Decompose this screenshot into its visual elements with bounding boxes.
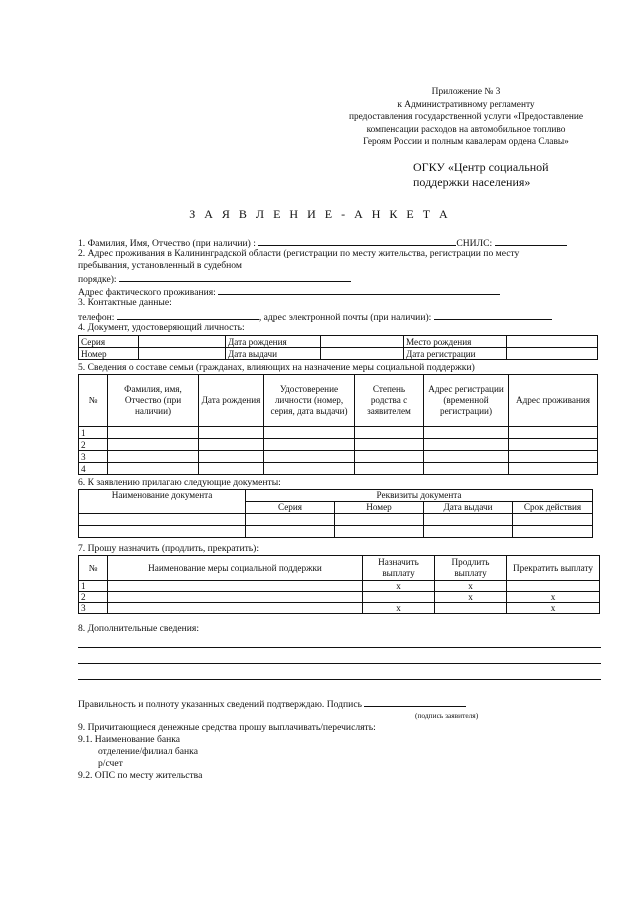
documents-header-number: Номер bbox=[335, 502, 424, 514]
table-cell[interactable] bbox=[355, 463, 424, 475]
table-cell[interactable] bbox=[108, 581, 363, 592]
field-address-label-3: порядке): bbox=[78, 274, 117, 285]
contacts-label: 3. Контактные данные: bbox=[78, 297, 172, 308]
table-cell[interactable] bbox=[509, 463, 598, 475]
table-cell[interactable] bbox=[108, 592, 363, 603]
id-registration-date-input[interactable] bbox=[507, 348, 598, 360]
table-cell[interactable] bbox=[424, 451, 509, 463]
table-cell[interactable] bbox=[264, 451, 355, 463]
measures-header-extend: Продлить выплату bbox=[435, 556, 507, 581]
row-number: 2 bbox=[79, 439, 108, 451]
field-actual-address-label: Адрес фактического проживания: bbox=[78, 287, 216, 298]
family-header-residence: Адрес проживания bbox=[509, 375, 598, 427]
family-header-birthdate: Дата рождения bbox=[199, 375, 264, 427]
table-cell[interactable] bbox=[199, 427, 264, 439]
stop-mark[interactable] bbox=[507, 581, 600, 592]
table-cell[interactable] bbox=[355, 427, 424, 439]
family-header-number: № bbox=[79, 375, 108, 427]
extra-info-label: 8. Дополнительные сведения: bbox=[78, 623, 199, 634]
family-header-relation: Степень родства с заявителем bbox=[355, 375, 424, 427]
organization-line: ОГКУ «Центр социальной bbox=[413, 160, 549, 174]
table-cell[interactable] bbox=[79, 526, 246, 538]
email-label: , адрес электронной почты (при наличии): bbox=[258, 312, 432, 323]
table-cell[interactable] bbox=[424, 439, 509, 451]
table-cell[interactable] bbox=[264, 427, 355, 439]
table-cell[interactable] bbox=[246, 526, 335, 538]
table-cell[interactable] bbox=[108, 451, 199, 463]
table-row bbox=[79, 451, 598, 463]
confirmation-text: Правильность и полноту указанных сведений подтверждаю. Подпись bbox=[78, 699, 362, 710]
family-header-name: Фамилия, имя, Отчество (при наличии) bbox=[108, 375, 199, 427]
id-number-input[interactable] bbox=[139, 348, 226, 360]
family-header-id: Удостоверение личности (номер, серия, дата выдачи) bbox=[264, 375, 355, 427]
table-cell[interactable] bbox=[424, 526, 513, 538]
bank-name-label: 9.1. Наименование банка bbox=[78, 734, 181, 745]
table-cell[interactable] bbox=[335, 526, 424, 538]
assign-mark[interactable]: х bbox=[363, 581, 435, 592]
bank-account-label: р/счет bbox=[98, 758, 123, 769]
table-cell[interactable] bbox=[335, 514, 424, 526]
bank-branch-label: отделение/филиал банка bbox=[98, 746, 198, 757]
table-row bbox=[79, 514, 593, 526]
id-birthplace-label: Место рождения bbox=[404, 336, 507, 348]
measures-label: 7. Прошу назначить (продлить, прекратить): bbox=[78, 543, 260, 554]
extend-mark[interactable] bbox=[435, 603, 507, 614]
table-cell[interactable] bbox=[509, 439, 598, 451]
confirmation-row bbox=[78, 697, 466, 710]
organization-name bbox=[413, 160, 549, 190]
email-input[interactable] bbox=[434, 310, 552, 320]
id-document-table bbox=[78, 335, 598, 360]
extra-info-line[interactable] bbox=[78, 647, 601, 648]
appendix-line: к Административному регламенту bbox=[397, 99, 535, 110]
measures-header-assign: Назначить выплату bbox=[363, 556, 435, 581]
field-address-row bbox=[78, 272, 351, 285]
appendix-line: Героям России и полным кавалерам ордена Славы» bbox=[363, 137, 569, 147]
table-row bbox=[79, 592, 600, 603]
documents-header-requisites: Реквизиты документа bbox=[246, 490, 593, 502]
documents-header-name: Наименование документа bbox=[79, 490, 246, 514]
table-cell[interactable] bbox=[264, 439, 355, 451]
table-cell[interactable] bbox=[513, 526, 593, 538]
table-cell[interactable] bbox=[424, 463, 509, 475]
family-header-registration: Адрес регистрации (временной регистрации) bbox=[424, 375, 509, 427]
appendix-line: Приложение № 3 bbox=[431, 87, 501, 97]
organization-line: поддержки населения» bbox=[413, 175, 531, 189]
table-row bbox=[79, 463, 598, 475]
id-number-label: Номер bbox=[79, 348, 139, 360]
table-cell[interactable] bbox=[199, 439, 264, 451]
extra-info-line[interactable] bbox=[78, 679, 601, 680]
id-issue-date-input[interactable] bbox=[321, 348, 404, 360]
extend-mark[interactable]: х bbox=[435, 592, 507, 603]
table-row bbox=[79, 427, 598, 439]
field-address-label: 2. Адрес проживания в Калининградской области (регистрации по месту жительства, регистрации по месту bbox=[78, 248, 520, 259]
measures-header-number: № bbox=[79, 556, 108, 581]
row-number: 1 bbox=[79, 427, 108, 439]
measures-header-name: Наименование меры социальной поддержки bbox=[108, 556, 363, 581]
documents-header-issue-date: Дата выдачи bbox=[424, 502, 513, 514]
phone-label: телефон: bbox=[78, 312, 115, 323]
table-cell[interactable] bbox=[424, 427, 509, 439]
field-actual-address-input[interactable] bbox=[218, 285, 500, 295]
documents-header-series: Серия bbox=[246, 502, 335, 514]
field-address-input[interactable] bbox=[119, 272, 351, 282]
table-cell[interactable] bbox=[509, 427, 598, 439]
field-fio-input[interactable] bbox=[258, 236, 456, 246]
documents-header-expiry: Срок действия bbox=[513, 502, 593, 514]
row-number: 4 bbox=[79, 463, 108, 475]
document-title: З А Я В Л Е Н И Е - А Н К Е Т А bbox=[189, 207, 451, 221]
table-row bbox=[79, 526, 593, 538]
stop-mark[interactable]: х bbox=[507, 592, 600, 603]
field-snils-label: СНИЛС: bbox=[456, 238, 493, 249]
table-cell[interactable] bbox=[108, 463, 199, 475]
family-table bbox=[78, 374, 598, 475]
field-fio-label: 1. Фамилия, Имя, Отчество (при наличии) : bbox=[78, 238, 256, 249]
table-cell[interactable] bbox=[199, 463, 264, 475]
stop-mark[interactable]: х bbox=[507, 603, 600, 614]
measures-header-stop: Прекратить выплату bbox=[507, 556, 600, 581]
table-cell[interactable] bbox=[355, 451, 424, 463]
id-birthplace-input[interactable] bbox=[507, 336, 598, 348]
table-cell[interactable] bbox=[108, 439, 199, 451]
table-cell[interactable] bbox=[513, 514, 593, 526]
row-number: 1 bbox=[79, 581, 108, 592]
payment-label: 9. Причитающиеся денежные средства прошу выплачивать/перечислять: bbox=[78, 722, 376, 733]
table-row bbox=[79, 603, 600, 614]
table-cell[interactable] bbox=[424, 514, 513, 526]
documents-label: 6. К заявлению прилагаю следующие документы: bbox=[78, 477, 281, 488]
id-document-label: 4. Документ, удостоверяющий личность: bbox=[78, 322, 245, 333]
documents-table bbox=[78, 489, 593, 538]
table-row bbox=[79, 581, 600, 592]
extend-mark[interactable]: х bbox=[435, 581, 507, 592]
id-birthdate-label: Дата рождения bbox=[226, 336, 321, 348]
signature-caption: (подпись заявителя) bbox=[415, 711, 479, 720]
table-cell[interactable] bbox=[355, 439, 424, 451]
row-number: 3 bbox=[79, 603, 108, 614]
id-series-label: Серия bbox=[79, 336, 139, 348]
table-cell[interactable] bbox=[108, 427, 199, 439]
appendix-note bbox=[332, 86, 600, 149]
table-cell[interactable] bbox=[108, 603, 363, 614]
assign-mark[interactable]: х bbox=[363, 603, 435, 614]
field-address-label-2: пребывания, установленный в судебном bbox=[78, 260, 242, 271]
measures-table bbox=[78, 555, 600, 614]
id-series-input[interactable] bbox=[139, 336, 226, 348]
assign-mark[interactable] bbox=[363, 592, 435, 603]
field-snils-input[interactable] bbox=[495, 236, 567, 246]
table-cell[interactable] bbox=[79, 514, 246, 526]
row-number: 3 bbox=[79, 451, 108, 463]
signature-input[interactable] bbox=[364, 697, 466, 707]
table-cell[interactable] bbox=[264, 463, 355, 475]
post-office-label: 9.2. ОПС по месту жительства bbox=[78, 770, 203, 781]
row-number: 2 bbox=[79, 592, 108, 603]
appendix-line: компенсации расходов на автомобильное топливо bbox=[366, 124, 566, 135]
appendix-line: предоставления государственной услуги «Предоставление bbox=[348, 112, 584, 122]
table-cell[interactable] bbox=[509, 451, 598, 463]
id-birthdate-input[interactable] bbox=[321, 336, 404, 348]
table-cell[interactable] bbox=[199, 451, 264, 463]
id-registration-date-label: Дата регистрации bbox=[404, 348, 507, 360]
table-row bbox=[79, 439, 598, 451]
id-issue-date-label: Дата выдачи bbox=[226, 348, 321, 360]
family-label: 5. Сведения о составе семьи (гражданах, влияющих на назначение меры социальной поддержки) bbox=[78, 362, 475, 373]
phone-input[interactable] bbox=[117, 310, 259, 320]
table-cell[interactable] bbox=[246, 514, 335, 526]
extra-info-line[interactable] bbox=[78, 663, 601, 664]
